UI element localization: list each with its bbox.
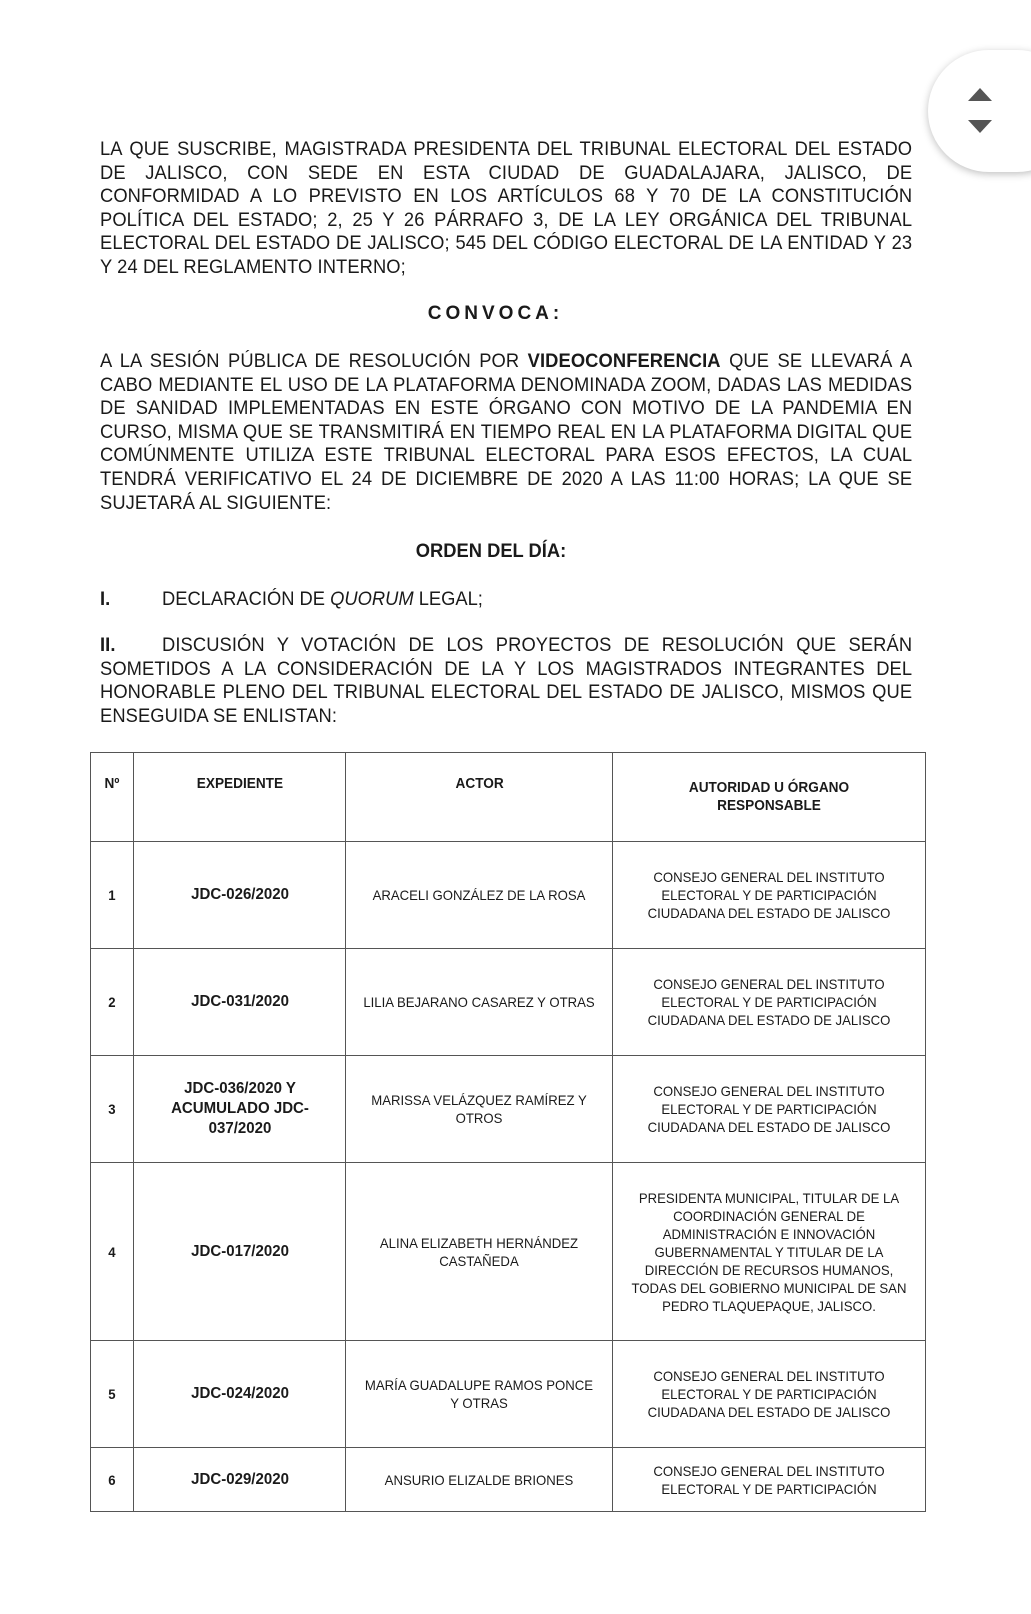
row-autoridad: PRESIDENTA MUNICIPAL, TITULAR DE LA COORDINACIÓN GENERAL DE ADMINISTRACIÓN E INNOVACIÓN GUBERNAMENTAL Y TITULAR DE LA DIRECCIÓN DE RECURSOS HUMANOS, TODAS DEL GOBIERNO MUNICIPAL DE SAN PEDRO TLAQUEPAQUE, JALISCO. (613, 1163, 926, 1341)
row-autoridad: CONSEJO GENERAL DEL INSTITUTO ELECTORAL Y DE PARTICIPACIÓN CIUDADANA DEL ESTADO DE JALISCO (613, 1341, 926, 1448)
row-autoridad: CONSEJO GENERAL DEL INSTITUTO ELECTORAL Y DE PARTICIPACIÓN CIUDADANA DEL ESTADO DE JALISCO (613, 949, 926, 1056)
table-row (91, 1448, 926, 1512)
scroll-widget[interactable] (928, 50, 1031, 172)
row-autoridad: CONSEJO GENERAL DEL INSTITUTO ELECTORAL Y DE PARTICIPACIÓN CIUDADANA DEL ESTADO DE JALISCO (613, 1056, 926, 1163)
row-actor: ARACELI GONZÁLEZ DE LA ROSA (346, 842, 613, 949)
agenda-item-number: I. (100, 588, 111, 610)
row-actor: MARISSA VELÁZQUEZ RAMÍREZ Y OTROS (346, 1056, 613, 1163)
table-row (91, 1341, 926, 1448)
row-expediente: JDC-026/2020 (134, 842, 346, 949)
row-expediente: JDC-031/2020 (134, 949, 346, 1056)
table-row (91, 842, 926, 949)
row-actor: LILIA BEJARANO CASAREZ Y OTRAS (346, 949, 613, 1056)
header-number: Nº (91, 753, 134, 842)
table-header-row (91, 753, 926, 842)
agenda-item-2: II. DISCUSIÓN Y VOTACIÓN DE LOS PROYECTOS DE RESOLUCIÓN QUE SERÁN SOMETIDOS A LA CONSIDERACIÓN DE LA Y LOS MAGISTRADOS INTEGRANTES DEL HONORABLE PLENO DEL TRIBUNAL ELECTORAL DEL ESTADO DE JALISCO, MISMOS QUE ENSEGUIDA SE ENLISTAN: (100, 634, 913, 727)
table-row (91, 1163, 926, 1341)
header-expediente: EXPEDIENTE (134, 753, 346, 842)
row-actor: ANSURIO ELIZALDE BRIONES (346, 1448, 613, 1512)
row-number: 5 (91, 1341, 134, 1448)
header-autoridad: AUTORIDAD U ÓRGANO RESPONSABLE (613, 753, 926, 842)
convoca-paragraph: A LA SESIÓN PÚBLICA DE RESOLUCIÓN POR VIDEOCONFERENCIA QUE SE LLEVARÁ A CABO MEDIANTE EL USO DE LA PLATAFORMA DENOMINADA ZOOM, DADAS LAS MEDIDAS DE SANIDAD IMPLEMENTADAS EN ESTE ÓRGANO CON MOTIVO DE LA PANDEMIA EN CURSO, MISMA QUE SE TRANSMITIRÁ EN TIEMPO REAL EN LA PLATAFORMA DIGITAL QUE COMÚNMENTE UTILIZA ESTE TRIBUNAL ELECTORAL PARA ESOS EFECTOS, LA CUAL TENDRÁ VERIFICATIVO EL 24 DE DICIEMBRE DE 2020 A LAS 11:00 HORAS; LA QUE SE SUJETARÁ AL SIGUIENTE: (100, 350, 913, 514)
table-row (91, 949, 926, 1056)
header-actor: ACTOR (346, 753, 613, 842)
table-row (91, 1056, 926, 1163)
intro-paragraph: LA QUE SUSCRIBE, MAGISTRADA PRESIDENTA DEL TRIBUNAL ELECTORAL DEL ESTADO DE JALISCO, CON SEDE EN ESTA CIUDAD DE GUADALAJARA, JALISCO, DE CONFORMIDAD A LO PREVISTO EN LOS ARTÍCULOS 68 Y 70 DE LA CONSTITUCIÓN POLÍTICA DEL ESTADO; 2, 25 Y 26 PÁRRAFO 3, DE LA LEY ORGÁNICA DEL TRIBUNAL ELECTORAL DEL ESTADO DE JALISCO; 545 DEL CÓDIGO ELECTORAL DE LA ENTIDAD Y 23 Y 24 DEL REGLAMENTO INTERNO; (100, 138, 913, 278)
row-number: 6 (91, 1448, 134, 1512)
row-number: 3 (91, 1056, 134, 1163)
row-actor: ALINA ELIZABETH HERNÁNDEZ CASTAÑEDA (346, 1163, 613, 1341)
videoconferencia-emphasis: VIDEOCONFERENCIA (527, 350, 721, 372)
row-number: 1 (91, 842, 134, 949)
scroll-up-icon[interactable] (968, 88, 992, 101)
row-expediente: JDC-036/2020 Y ACUMULADO JDC-037/2020 (134, 1056, 346, 1163)
convoca-heading: CONVOCA: (427, 303, 564, 324)
row-actor: MARÍA GUADALUPE RAMOS PONCE Y OTRAS (346, 1341, 613, 1448)
agenda-item-1: I. DECLARACIÓN DE QUORUM LEGAL; (100, 588, 483, 610)
row-expediente: JDC-024/2020 (134, 1341, 346, 1448)
row-number: 4 (91, 1163, 134, 1341)
row-number: 2 (91, 949, 134, 1056)
resolutions-table (90, 752, 926, 1512)
row-autoridad: CONSEJO GENERAL DEL INSTITUTO ELECTORAL Y DE PARTICIPACIÓN (613, 1448, 926, 1512)
row-autoridad: CONSEJO GENERAL DEL INSTITUTO ELECTORAL Y DE PARTICIPACIÓN CIUDADANA DEL ESTADO DE JALISCO (613, 842, 926, 949)
orden-del-dia-heading: ORDEN DEL DÍA: (415, 540, 566, 562)
row-expediente: JDC-029/2020 (134, 1448, 346, 1512)
agenda-item-number: II. (100, 634, 116, 656)
scroll-down-icon[interactable] (968, 120, 992, 133)
row-expediente: JDC-017/2020 (134, 1163, 346, 1341)
